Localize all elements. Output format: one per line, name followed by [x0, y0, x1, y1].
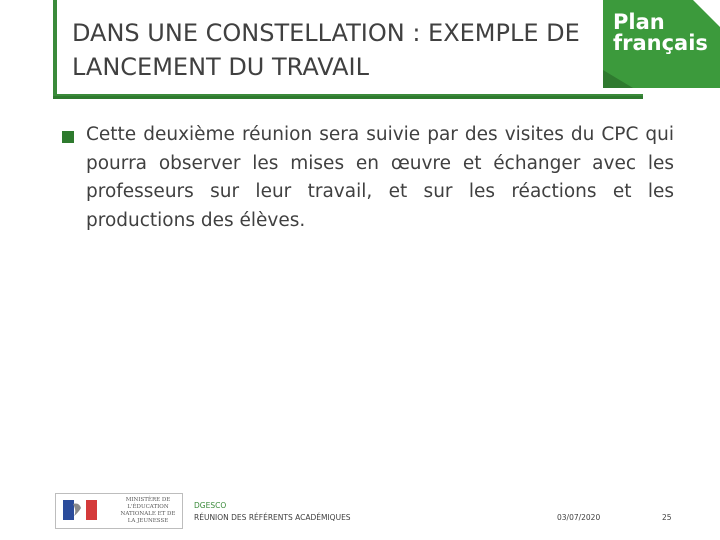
bullet-text: Cette deuxième réunion sera suivie par des visites du CPC qui pourra observer les mises en œuvre et échanger avec les professeurs sur leur travail, et sur les réactions et les productions des élèves.: [86, 124, 674, 231]
logo-text: [613, 12, 708, 54]
slide-title-line1: DANS UNE CONSTELLATION : EXEMPLE DE: [72, 19, 580, 47]
bullet-item: [62, 121, 674, 235]
page-number: 25: [662, 513, 672, 522]
ministry-name: MINISTÈRE DE L'ÉDUCATION NATIONALE ET DE LA JEUNESSE: [120, 497, 176, 524]
logo-line2: français: [613, 31, 708, 55]
ministry-logo: [55, 493, 183, 529]
footer-meeting: RÉUNION DES RÉFÉRENTS ACADÉMIQUES: [194, 513, 351, 522]
footer-dgesco: DGESCO: [194, 501, 227, 510]
marianne-flag-icon: [63, 500, 97, 520]
slide-title-line2: LANCEMENT DU TRAVAIL: [72, 53, 369, 81]
footer-date: 03/07/2020: [557, 513, 601, 522]
slide-title: [72, 16, 602, 84]
logo-line1: Plan: [613, 10, 665, 34]
square-bullet-icon: [62, 131, 74, 143]
